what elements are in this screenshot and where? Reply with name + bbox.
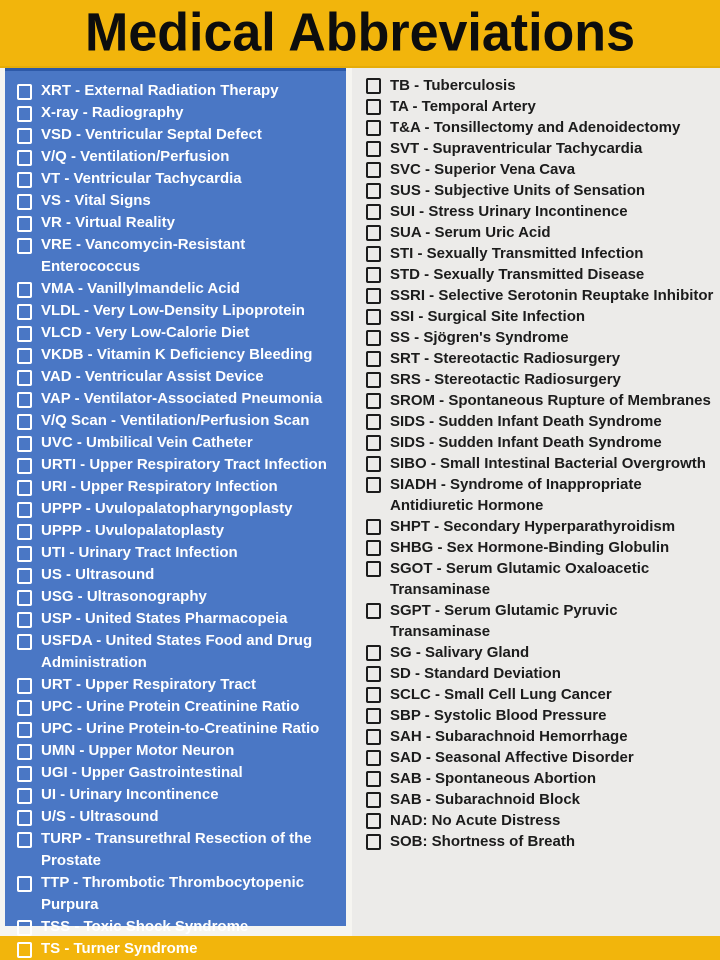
abbreviation-text: UGI - Upper Gastrointestinal bbox=[41, 764, 243, 781]
list-item bbox=[15, 190, 340, 212]
list-item bbox=[364, 705, 716, 726]
list-item bbox=[15, 322, 340, 344]
abbreviation-text: VLDL - Very Low-Density Lipoprotein bbox=[41, 302, 305, 319]
right-column-panel bbox=[352, 68, 720, 936]
list-item bbox=[15, 630, 340, 674]
abbreviation-text: SVT - Supraventricular Tachycardia bbox=[390, 140, 643, 157]
abbreviation-text: URTI - Upper Respiratory Tract Infection bbox=[41, 456, 327, 473]
checkbox-outline-icon bbox=[17, 568, 32, 584]
abbreviation-text: TURP - Transurethral Resection of the Prostate bbox=[41, 830, 312, 869]
checkbox-outline-icon bbox=[366, 393, 381, 409]
list-item bbox=[364, 369, 716, 390]
checkbox-outline-icon bbox=[17, 722, 32, 738]
checkbox-outline-icon bbox=[366, 120, 381, 136]
checkbox-outline-icon bbox=[17, 942, 32, 958]
list-item bbox=[15, 388, 340, 410]
checkbox-outline-icon bbox=[366, 519, 381, 535]
list-item bbox=[364, 831, 716, 852]
abbreviation-text: SGOT - Serum Glutamic Oxaloacetic Transaminase bbox=[390, 560, 650, 598]
abbreviation-text: SAH - Subarachnoid Hemorrhage bbox=[390, 728, 628, 745]
checkbox-outline-icon bbox=[366, 204, 381, 220]
list-item bbox=[15, 520, 340, 542]
list-item bbox=[15, 234, 340, 278]
abbreviation-text: SCLC - Small Cell Lung Cancer bbox=[390, 686, 612, 703]
header-banner bbox=[0, 0, 720, 68]
checkbox-outline-icon bbox=[17, 370, 32, 386]
list-item bbox=[15, 718, 340, 740]
abbreviation-text: SUS - Subjective Units of Sensation bbox=[390, 182, 646, 199]
abbreviation-list-left bbox=[15, 80, 340, 960]
abbreviation-text: SHPT - Secondary Hyperparathyroidism bbox=[390, 518, 676, 535]
list-item bbox=[364, 222, 716, 243]
checkbox-outline-icon bbox=[17, 788, 32, 804]
abbreviation-text: SAD - Seasonal Affective Disorder bbox=[390, 749, 634, 766]
abbreviation-text: VS - Vital Signs bbox=[41, 192, 151, 209]
abbreviation-text: SIDS - Sudden Infant Death Syndrome bbox=[390, 434, 662, 451]
list-item bbox=[15, 608, 340, 630]
abbreviation-text: SAB - Subarachnoid Block bbox=[390, 791, 581, 808]
list-item bbox=[15, 366, 340, 388]
checkbox-outline-icon bbox=[366, 771, 381, 787]
abbreviation-text: STI - Sexually Transmitted Infection bbox=[390, 245, 644, 262]
checkbox-outline-icon bbox=[17, 238, 32, 254]
abbreviation-text: UPC - Urine Protein-to-Creatinine Ratio bbox=[41, 720, 320, 737]
checkbox-outline-icon bbox=[17, 436, 32, 452]
checkbox-outline-icon bbox=[366, 78, 381, 94]
abbreviation-text: SSI - Surgical Site Infection bbox=[390, 308, 586, 325]
abbreviation-text: SROM - Spontaneous Rupture of Membranes bbox=[390, 392, 711, 409]
checkbox-outline-icon bbox=[17, 216, 32, 232]
list-item bbox=[364, 684, 716, 705]
abbreviation-text: SOB: Shortness of Breath bbox=[390, 833, 576, 850]
list-item bbox=[15, 674, 340, 696]
checkbox-outline-icon bbox=[17, 392, 32, 408]
checkbox-outline-icon bbox=[366, 225, 381, 241]
checkbox-outline-icon bbox=[17, 458, 32, 474]
abbreviation-text: VRE - Vancomycin-Resistant Enterococcus bbox=[41, 236, 246, 275]
list-item bbox=[364, 264, 716, 285]
abbreviation-text: TA - Temporal Artery bbox=[390, 98, 536, 115]
abbreviation-text: UI - Urinary Incontinence bbox=[41, 786, 219, 803]
list-item bbox=[15, 146, 340, 168]
list-item bbox=[15, 938, 340, 960]
checkbox-outline-icon bbox=[366, 666, 381, 682]
checkbox-outline-icon bbox=[366, 456, 381, 472]
abbreviation-text: SAB - Spontaneous Abortion bbox=[390, 770, 597, 787]
checkbox-outline-icon bbox=[17, 150, 32, 166]
abbreviation-text: US - Ultrasound bbox=[41, 566, 155, 583]
checkbox-outline-icon bbox=[366, 687, 381, 703]
abbreviation-text: V/Q Scan - Ventilation/Perfusion Scan bbox=[41, 412, 310, 429]
abbreviation-text: URT - Upper Respiratory Tract bbox=[41, 676, 257, 693]
page-title: Medical Abbreviations bbox=[85, 2, 635, 64]
list-item bbox=[364, 537, 716, 558]
list-item bbox=[364, 516, 716, 537]
checkbox-outline-icon bbox=[366, 477, 381, 493]
checkbox-outline-icon bbox=[17, 700, 32, 716]
abbreviation-text: VT - Ventricular Tachycardia bbox=[41, 170, 242, 187]
abbreviation-text: SIDS - Sudden Infant Death Syndrome bbox=[390, 413, 662, 430]
checkbox-outline-icon bbox=[17, 480, 32, 496]
abbreviation-text: UTI - Urinary Tract Infection bbox=[41, 544, 238, 561]
abbreviation-text: SUA - Serum Uric Acid bbox=[390, 224, 551, 241]
abbreviation-text: TTP - Thrombotic Thrombocytopenic Purpura bbox=[41, 874, 305, 913]
checkbox-outline-icon bbox=[17, 414, 32, 430]
list-item bbox=[364, 768, 716, 789]
checkbox-outline-icon bbox=[366, 330, 381, 346]
list-item bbox=[15, 740, 340, 762]
list-item bbox=[15, 432, 340, 454]
list-item bbox=[15, 806, 340, 828]
list-item bbox=[15, 498, 340, 520]
abbreviation-text: SHBG - Sex Hormone-Binding Globulin bbox=[390, 539, 670, 556]
abbreviation-text: UPC - Urine Protein Creatinine Ratio bbox=[41, 698, 300, 715]
list-item bbox=[364, 747, 716, 768]
list-item bbox=[364, 285, 716, 306]
left-column-panel bbox=[5, 68, 346, 957]
abbreviation-text: TB - Tuberculosis bbox=[390, 77, 516, 94]
list-item bbox=[364, 663, 716, 684]
abbreviation-text: SD - Standard Deviation bbox=[390, 665, 561, 682]
checkbox-outline-icon bbox=[366, 162, 381, 178]
abbreviation-text: URI - Upper Respiratory Infection bbox=[41, 478, 278, 495]
abbreviation-text: VR - Virtual Reality bbox=[41, 214, 175, 231]
abbreviation-text: VAP - Ventilator-Associated Pneumonia bbox=[41, 390, 323, 407]
checkbox-outline-icon bbox=[366, 729, 381, 745]
abbreviation-text: NAD: No Acute Distress bbox=[390, 812, 561, 829]
abbreviation-list-right bbox=[364, 75, 716, 852]
checkbox-outline-icon bbox=[366, 267, 381, 283]
list-item bbox=[364, 411, 716, 432]
list-item bbox=[364, 789, 716, 810]
checkbox-outline-icon bbox=[17, 348, 32, 364]
checkbox-outline-icon bbox=[17, 590, 32, 606]
checkbox-outline-icon bbox=[17, 744, 32, 760]
checkbox-outline-icon bbox=[366, 309, 381, 325]
list-item bbox=[15, 542, 340, 564]
list-item bbox=[15, 454, 340, 476]
list-item bbox=[364, 75, 716, 96]
checkbox-outline-icon bbox=[17, 282, 32, 298]
content-columns bbox=[0, 68, 720, 957]
checkbox-outline-icon bbox=[366, 288, 381, 304]
checkbox-outline-icon bbox=[17, 634, 32, 650]
abbreviation-text: UVC - Umbilical Vein Catheter bbox=[41, 434, 253, 451]
abbreviation-text: UMN - Upper Motor Neuron bbox=[41, 742, 235, 759]
list-item bbox=[364, 432, 716, 453]
checkbox-outline-icon bbox=[17, 832, 32, 848]
checkbox-outline-icon bbox=[366, 183, 381, 199]
list-item bbox=[15, 212, 340, 234]
checkbox-outline-icon bbox=[17, 128, 32, 144]
checkbox-outline-icon bbox=[366, 708, 381, 724]
checkbox-outline-icon bbox=[17, 304, 32, 320]
list-item bbox=[15, 344, 340, 366]
checkbox-outline-icon bbox=[17, 106, 32, 122]
abbreviation-text: TS - Turner Syndrome bbox=[41, 940, 198, 957]
list-item bbox=[364, 642, 716, 663]
checkbox-outline-icon bbox=[366, 792, 381, 808]
checkbox-outline-icon bbox=[366, 813, 381, 829]
list-item bbox=[15, 168, 340, 190]
abbreviation-text: V/Q - Ventilation/Perfusion bbox=[41, 148, 230, 165]
abbreviation-text: USG - Ultrasonography bbox=[41, 588, 207, 605]
checkbox-outline-icon bbox=[17, 502, 32, 518]
abbreviation-text: UPPP - Uvulopalatoplasty bbox=[41, 522, 225, 539]
abbreviation-text: UPPP - Uvulopalatopharyngoplasty bbox=[41, 500, 293, 517]
list-item bbox=[15, 564, 340, 586]
checkbox-outline-icon bbox=[366, 246, 381, 262]
checkbox-outline-icon bbox=[366, 372, 381, 388]
checkbox-outline-icon bbox=[17, 678, 32, 694]
list-item bbox=[364, 453, 716, 474]
list-item bbox=[364, 327, 716, 348]
list-item bbox=[364, 600, 716, 642]
abbreviation-text: STD - Sexually Transmitted Disease bbox=[390, 266, 645, 283]
checkbox-outline-icon bbox=[17, 876, 32, 892]
abbreviation-text: VAD - Ventricular Assist Device bbox=[41, 368, 264, 385]
abbreviation-text: U/S - Ultrasound bbox=[41, 808, 159, 825]
list-item bbox=[15, 872, 340, 916]
list-item bbox=[15, 80, 340, 102]
abbreviation-text: SVC - Superior Vena Cava bbox=[390, 161, 576, 178]
checkbox-outline-icon bbox=[366, 645, 381, 661]
list-item bbox=[364, 474, 716, 516]
list-item bbox=[364, 726, 716, 747]
abbreviation-text: SS - Sjögren's Syndrome bbox=[390, 329, 569, 346]
list-item bbox=[15, 586, 340, 608]
abbreviation-text: SBP - Systolic Blood Pressure bbox=[390, 707, 607, 724]
abbreviation-text: T&A - Tonsillectomy and Adenoidectomy bbox=[390, 119, 681, 136]
checkbox-outline-icon bbox=[17, 612, 32, 628]
list-item bbox=[15, 410, 340, 432]
checkbox-outline-icon bbox=[366, 750, 381, 766]
checkbox-outline-icon bbox=[366, 435, 381, 451]
list-item bbox=[364, 810, 716, 831]
checkbox-outline-icon bbox=[366, 834, 381, 850]
abbreviation-text: VKDB - Vitamin K Deficiency Bleeding bbox=[41, 346, 313, 363]
checkbox-outline-icon bbox=[17, 546, 32, 562]
checkbox-outline-icon bbox=[366, 540, 381, 556]
list-item bbox=[364, 159, 716, 180]
abbreviation-text: VMA - Vanillylmandelic Acid bbox=[41, 280, 240, 297]
list-item bbox=[364, 117, 716, 138]
abbreviation-text: X-ray - Radiography bbox=[41, 104, 184, 121]
checkbox-outline-icon bbox=[17, 810, 32, 826]
list-item bbox=[364, 558, 716, 600]
list-item bbox=[364, 201, 716, 222]
abbreviation-text: SG - Salivary Gland bbox=[390, 644, 530, 661]
abbreviation-text: SUI - Stress Urinary Incontinence bbox=[390, 203, 628, 220]
abbreviation-text: SIBO - Small Intestinal Bacterial Overgrowth bbox=[390, 455, 706, 472]
abbreviation-text: TSS - Toxic Shock Syndrome bbox=[41, 918, 249, 935]
checkbox-outline-icon bbox=[366, 414, 381, 430]
abbreviation-text: USFDA - United States Food and Drug Administration bbox=[41, 632, 313, 671]
checkbox-outline-icon bbox=[17, 524, 32, 540]
abbreviation-text: SRS - Stereotactic Radiosurgery bbox=[390, 371, 621, 388]
abbreviation-text: USP - United States Pharmacopeia bbox=[41, 610, 288, 627]
list-item bbox=[15, 784, 340, 806]
list-item bbox=[364, 138, 716, 159]
checkbox-outline-icon bbox=[17, 172, 32, 188]
checkbox-outline-icon bbox=[17, 326, 32, 342]
abbreviation-text: XRT - External Radiation Therapy bbox=[41, 82, 279, 99]
abbreviation-text: SIADH - Syndrome of Inappropriate Antidiuretic Hormone bbox=[390, 476, 642, 514]
list-item bbox=[364, 306, 716, 327]
checkbox-outline-icon bbox=[366, 99, 381, 115]
abbreviation-text: SRT - Stereotactic Radiosurgery bbox=[390, 350, 621, 367]
checkbox-outline-icon bbox=[17, 766, 32, 782]
list-item bbox=[15, 476, 340, 498]
list-item bbox=[15, 102, 340, 124]
list-item bbox=[15, 762, 340, 784]
checkbox-outline-icon bbox=[17, 84, 32, 100]
list-item bbox=[364, 96, 716, 117]
list-item bbox=[15, 696, 340, 718]
list-item bbox=[15, 124, 340, 146]
abbreviation-text: SSRI - Selective Serotonin Reuptake Inhibitor bbox=[390, 287, 714, 304]
list-item bbox=[15, 300, 340, 322]
abbreviation-text: SGPT - Serum Glutamic Pyruvic Transaminase bbox=[390, 602, 618, 640]
list-item bbox=[364, 180, 716, 201]
list-item bbox=[364, 243, 716, 264]
checkbox-outline-icon bbox=[366, 141, 381, 157]
list-item bbox=[364, 390, 716, 411]
checkbox-outline-icon bbox=[17, 194, 32, 210]
abbreviation-text: VLCD - Very Low-Calorie Diet bbox=[41, 324, 250, 341]
list-item bbox=[15, 916, 340, 938]
checkbox-outline-icon bbox=[366, 561, 381, 577]
abbreviation-text: VSD - Ventricular Septal Defect bbox=[41, 126, 262, 143]
list-item bbox=[15, 828, 340, 872]
checkbox-outline-icon bbox=[366, 603, 381, 619]
list-item bbox=[15, 278, 340, 300]
list-item bbox=[364, 348, 716, 369]
checkbox-outline-icon bbox=[366, 351, 381, 367]
